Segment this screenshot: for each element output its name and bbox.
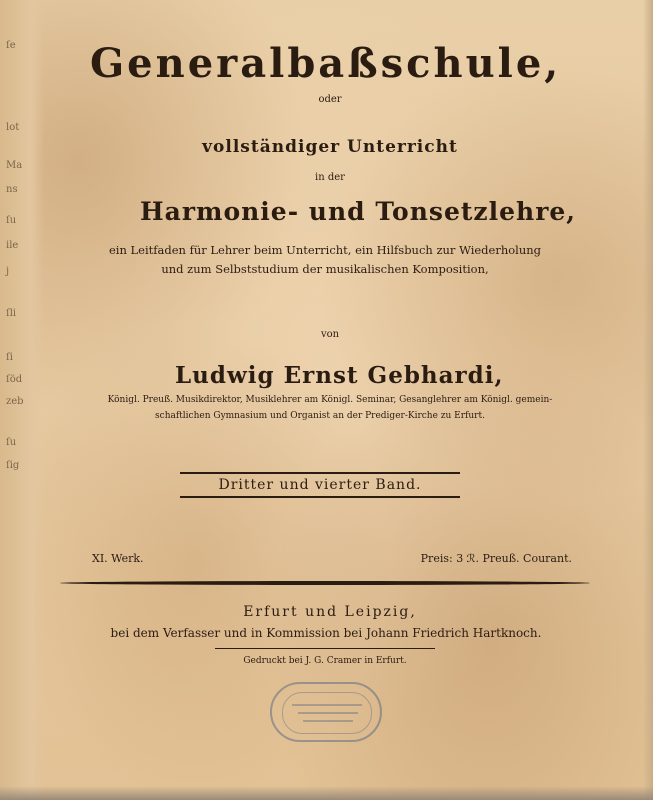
margin-fragment: ſli xyxy=(6,308,17,319)
book-title: Generalbaßschule, xyxy=(90,40,562,87)
work-number: XI. Werk. xyxy=(92,552,144,565)
left-page-edge xyxy=(0,0,44,800)
margin-fragment: ſi xyxy=(6,352,13,363)
right-page-edge xyxy=(643,0,653,800)
margin-fragment: ile xyxy=(6,240,19,251)
volume-rule-bottom xyxy=(180,496,460,498)
margin-fragment: ſu xyxy=(6,215,17,226)
stamp-text-line xyxy=(303,720,353,722)
margin-fragment: ns xyxy=(6,184,18,195)
author-affiliation-line-1: Königl. Preuß. Musikdirektor, Musiklehrer am Königl. Seminar, Gesanglehrer am Königl. gemein- xyxy=(107,395,553,405)
subtitle-line-2: Harmonie- und Tonsetzlehre, xyxy=(140,197,576,226)
bottom-page-edge xyxy=(0,786,653,800)
author-name: Ludwig Ernst Gebhardi, xyxy=(175,362,504,389)
margin-fragment: ſöd xyxy=(6,374,23,385)
connector-oder: oder xyxy=(318,94,342,105)
volume-rule-top xyxy=(180,472,460,474)
library-stamp-icon xyxy=(270,682,382,742)
divider-rule xyxy=(60,581,590,585)
connector-von: von xyxy=(320,329,340,340)
publication-place: Erfurt und Leipzig, xyxy=(243,604,417,620)
stamp-text-line xyxy=(298,712,358,714)
description-line-1: ein Leitfaden für Lehrer beim Unterricht, ein Hilfsbuch zur Wiederholung xyxy=(108,243,542,257)
printer-rule xyxy=(215,648,435,649)
stamp-text-line xyxy=(292,704,362,706)
margin-fragment: Ma xyxy=(6,160,23,171)
margin-fragment: ſu xyxy=(6,437,17,448)
author-affiliation-line-2: schaftlichen Gymnasium und Organist an der Prediger-Kirche zu Erfurt. xyxy=(155,411,485,421)
publisher-line: bei dem Verfasser und in Kommission bei Johann Friedrich Hartknoch. xyxy=(110,626,542,640)
printer-line: Gedruckt bei J. G. Cramer in Erfurt. xyxy=(243,656,407,666)
margin-fragment: lot xyxy=(6,122,20,133)
margin-fragment: ſe xyxy=(6,40,16,51)
price-label: Preis: 3 ℛ. Preuß. Courant. xyxy=(420,552,572,565)
volume-label: Dritter und vierter Band. xyxy=(218,477,422,493)
margin-fragment: zeb xyxy=(6,396,24,407)
subtitle-line-1: vollständiger Unterricht xyxy=(202,137,458,157)
margin-fragment: j xyxy=(6,266,10,277)
description-line-2: und zum Selbststudium der musikalischen Komposition, xyxy=(161,262,489,276)
connector-in-der: in der xyxy=(315,172,345,183)
margin-fragment: ſig xyxy=(6,460,20,471)
